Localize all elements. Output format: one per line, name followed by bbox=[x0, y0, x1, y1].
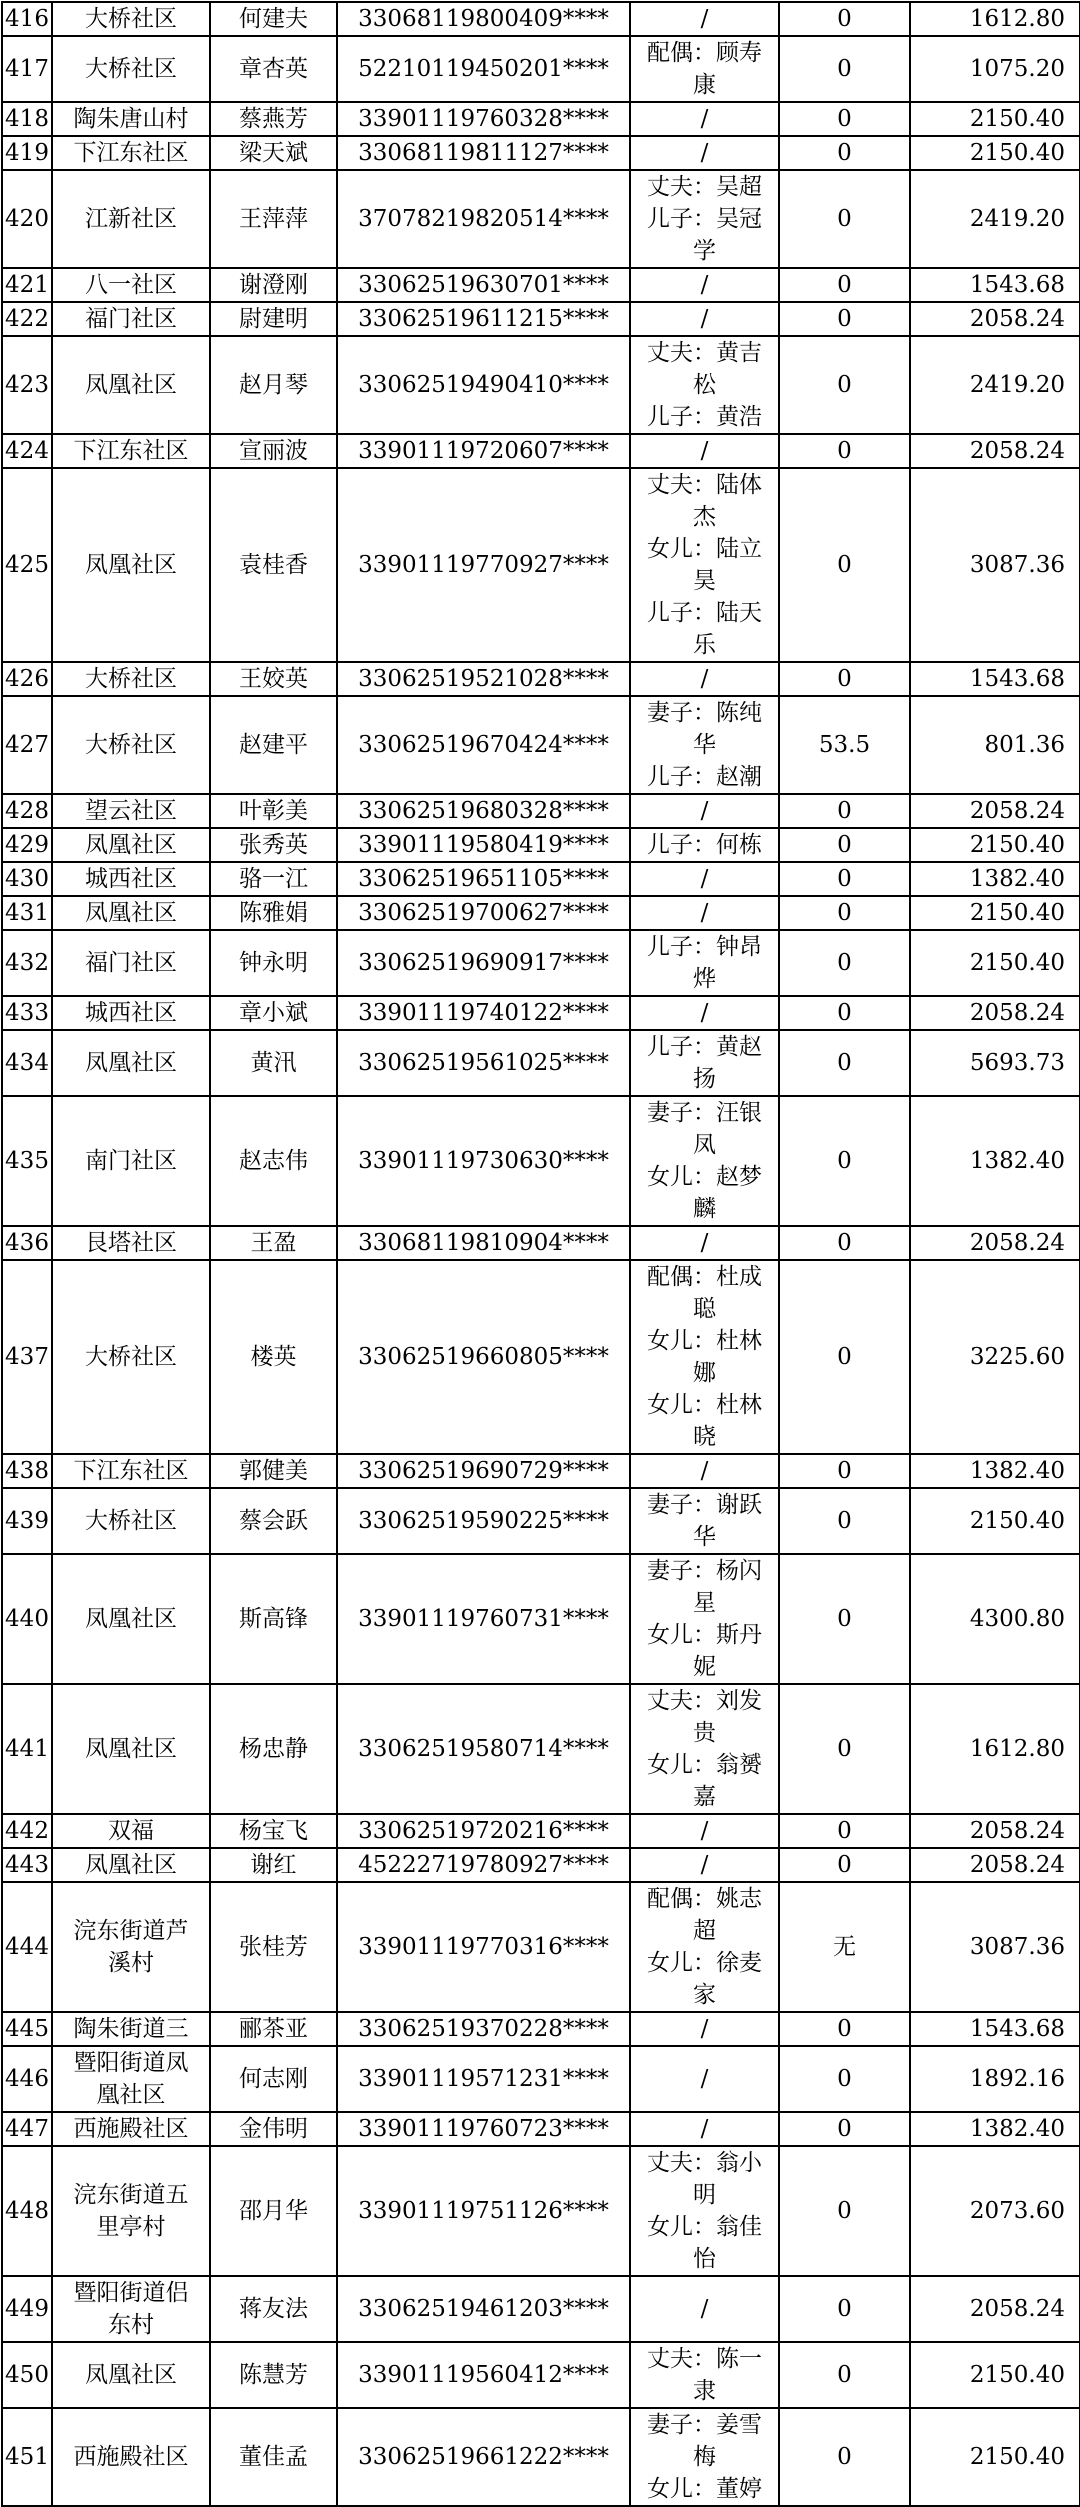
table-row bbox=[2, 1882, 1080, 2012]
amount-cell: 2150.40 bbox=[910, 2342, 1080, 2408]
family-members-cell: 丈夫：翁小明 女儿：翁佳怡 bbox=[630, 2146, 779, 2276]
family-members-cell: / bbox=[630, 1226, 779, 1260]
beneficiary-table bbox=[1, 1, 1080, 2507]
area-cell: 无 bbox=[779, 1882, 910, 2012]
row-number: 416 bbox=[2, 2, 52, 36]
id-number-cell: 33062519580714**** bbox=[337, 1684, 630, 1814]
family-members-cell: 妻子：汪银凤 女儿：赵梦麟 bbox=[630, 1096, 779, 1226]
amount-cell: 2150.40 bbox=[910, 828, 1080, 862]
amount-cell: 3087.36 bbox=[910, 1882, 1080, 2012]
table-row bbox=[2, 1226, 1080, 1260]
community-cell: 凤凰社区 bbox=[52, 2342, 210, 2408]
row-number: 423 bbox=[2, 336, 52, 434]
community-cell: 凤凰社区 bbox=[52, 468, 210, 662]
community-cell: 下江东社区 bbox=[52, 1454, 210, 1488]
community-cell: 八一社区 bbox=[52, 268, 210, 302]
id-number-cell: 33901119740122**** bbox=[337, 996, 630, 1030]
community-cell: 西施殿社区 bbox=[52, 2112, 210, 2146]
community-cell: 大桥社区 bbox=[52, 1260, 210, 1454]
table-row bbox=[2, 930, 1080, 996]
name-cell: 陈雅娟 bbox=[210, 896, 337, 930]
family-members-cell: / bbox=[630, 996, 779, 1030]
id-number-cell: 33901119560412**** bbox=[337, 2342, 630, 2408]
family-members-cell: 配偶：杜成聪 女儿：杜林娜 女儿：杜林晓 bbox=[630, 1260, 779, 1454]
table-row bbox=[2, 696, 1080, 794]
name-cell: 郭健美 bbox=[210, 1454, 337, 1488]
id-number-cell: 33062519700627**** bbox=[337, 896, 630, 930]
family-members-cell: / bbox=[630, 1848, 779, 1882]
area-cell: 0 bbox=[779, 1226, 910, 1260]
community-cell: 大桥社区 bbox=[52, 696, 210, 794]
id-number-cell: 33062519670424**** bbox=[337, 696, 630, 794]
amount-cell: 1382.40 bbox=[910, 2112, 1080, 2146]
name-cell: 宣丽波 bbox=[210, 434, 337, 468]
id-number-cell: 45222719780927**** bbox=[337, 1848, 630, 1882]
area-cell: 0 bbox=[779, 2408, 910, 2506]
id-number-cell: 33062519660805**** bbox=[337, 1260, 630, 1454]
amount-cell: 2058.24 bbox=[910, 1226, 1080, 1260]
id-number-cell: 37078219820514**** bbox=[337, 170, 630, 268]
id-number-cell: 33062519370228**** bbox=[337, 2012, 630, 2046]
table-row bbox=[2, 2146, 1080, 2276]
id-number-cell: 52210119450201**** bbox=[337, 36, 630, 102]
community-cell: 陶朱唐山村 bbox=[52, 102, 210, 136]
row-number: 446 bbox=[2, 2046, 52, 2112]
id-number-cell: 33901119760328**** bbox=[337, 102, 630, 136]
row-number: 450 bbox=[2, 2342, 52, 2408]
amount-cell: 1075.20 bbox=[910, 36, 1080, 102]
family-members-cell: 妻子：陈纯华 儿子：赵潮 bbox=[630, 696, 779, 794]
community-cell: 凤凰社区 bbox=[52, 828, 210, 862]
row-number: 426 bbox=[2, 662, 52, 696]
area-cell: 0 bbox=[779, 996, 910, 1030]
family-members-cell: 丈夫：黄吉松 儿子：黄浩 bbox=[630, 336, 779, 434]
row-number: 434 bbox=[2, 1030, 52, 1096]
table-row bbox=[2, 2012, 1080, 2046]
amount-cell: 2150.40 bbox=[910, 930, 1080, 996]
community-cell: 大桥社区 bbox=[52, 1488, 210, 1554]
name-cell: 蔡燕芳 bbox=[210, 102, 337, 136]
table-row bbox=[2, 828, 1080, 862]
area-cell: 0 bbox=[779, 2046, 910, 2112]
row-number: 451 bbox=[2, 2408, 52, 2506]
row-number: 419 bbox=[2, 136, 52, 170]
name-cell: 金伟明 bbox=[210, 2112, 337, 2146]
table-row bbox=[2, 468, 1080, 662]
amount-cell: 3225.60 bbox=[910, 1260, 1080, 1454]
community-cell: 望云社区 bbox=[52, 794, 210, 828]
community-cell: 暨阳街道凤 凰社区 bbox=[52, 2046, 210, 2112]
amount-cell: 2058.24 bbox=[910, 1848, 1080, 1882]
area-cell: 0 bbox=[779, 2112, 910, 2146]
row-number: 442 bbox=[2, 1814, 52, 1848]
amount-cell: 5693.73 bbox=[910, 1030, 1080, 1096]
family-members-cell: 妻子：谢跃华 bbox=[630, 1488, 779, 1554]
row-number: 422 bbox=[2, 302, 52, 336]
family-members-cell: / bbox=[630, 662, 779, 696]
amount-cell: 2073.60 bbox=[910, 2146, 1080, 2276]
row-number: 429 bbox=[2, 828, 52, 862]
id-number-cell: 33062519680328**** bbox=[337, 794, 630, 828]
area-cell: 0 bbox=[779, 2, 910, 36]
area-cell: 0 bbox=[779, 1488, 910, 1554]
table-row bbox=[2, 1260, 1080, 1454]
family-members-cell: 配偶：姚志超 女儿：徐麦家 bbox=[630, 1882, 779, 2012]
community-cell: 双福 bbox=[52, 1814, 210, 1848]
amount-cell: 1382.40 bbox=[910, 862, 1080, 896]
amount-cell: 2150.40 bbox=[910, 896, 1080, 930]
name-cell: 何建夫 bbox=[210, 2, 337, 36]
area-cell: 0 bbox=[779, 1454, 910, 1488]
name-cell: 骆一江 bbox=[210, 862, 337, 896]
community-cell: 大桥社区 bbox=[52, 36, 210, 102]
family-members-cell: 丈夫：陆体杰 女儿：陆立昊 儿子：陆天乐 bbox=[630, 468, 779, 662]
area-cell: 0 bbox=[779, 794, 910, 828]
community-cell: 浣东街道五 里亭村 bbox=[52, 2146, 210, 2276]
amount-cell: 2150.40 bbox=[910, 1488, 1080, 1554]
community-cell: 城西社区 bbox=[52, 996, 210, 1030]
community-cell: 西施殿社区 bbox=[52, 2408, 210, 2506]
row-number: 438 bbox=[2, 1454, 52, 1488]
name-cell: 梁天斌 bbox=[210, 136, 337, 170]
id-number-cell: 33901119730630**** bbox=[337, 1096, 630, 1226]
amount-cell: 1543.68 bbox=[910, 2012, 1080, 2046]
area-cell: 0 bbox=[779, 170, 910, 268]
table-row bbox=[2, 102, 1080, 136]
table-row bbox=[2, 862, 1080, 896]
family-members-cell: / bbox=[630, 268, 779, 302]
id-number-cell: 33901119580419**** bbox=[337, 828, 630, 862]
table-row bbox=[2, 2046, 1080, 2112]
table-row bbox=[2, 2, 1080, 36]
row-number: 431 bbox=[2, 896, 52, 930]
family-members-cell: 丈夫：吴超 儿子：吴冠学 bbox=[630, 170, 779, 268]
family-members-cell: / bbox=[630, 302, 779, 336]
area-cell: 0 bbox=[779, 662, 910, 696]
family-members-cell: / bbox=[630, 862, 779, 896]
id-number-cell: 33062519461203**** bbox=[337, 2276, 630, 2342]
table-row bbox=[2, 336, 1080, 434]
amount-cell: 2058.24 bbox=[910, 996, 1080, 1030]
area-cell: 53.5 bbox=[779, 696, 910, 794]
family-members-cell: / bbox=[630, 2112, 779, 2146]
row-number: 445 bbox=[2, 2012, 52, 2046]
amount-cell: 2419.20 bbox=[910, 336, 1080, 434]
name-cell: 楼英 bbox=[210, 1260, 337, 1454]
family-members-cell: 儿子：黄赵扬 bbox=[630, 1030, 779, 1096]
area-cell: 0 bbox=[779, 36, 910, 102]
table-row bbox=[2, 1454, 1080, 1488]
amount-cell: 2419.20 bbox=[910, 170, 1080, 268]
table-row bbox=[2, 36, 1080, 102]
table-row bbox=[2, 434, 1080, 468]
table-row bbox=[2, 2112, 1080, 2146]
table-row bbox=[2, 1848, 1080, 1882]
table-row bbox=[2, 1814, 1080, 1848]
amount-cell: 2058.24 bbox=[910, 302, 1080, 336]
table-row bbox=[2, 896, 1080, 930]
community-cell: 福门社区 bbox=[52, 930, 210, 996]
family-members-cell: / bbox=[630, 136, 779, 170]
row-number: 420 bbox=[2, 170, 52, 268]
id-number-cell: 33062519611215**** bbox=[337, 302, 630, 336]
name-cell: 杨宝飞 bbox=[210, 1814, 337, 1848]
family-members-cell: 妻子：杨闪星 女儿：斯丹妮 bbox=[630, 1554, 779, 1684]
family-members-cell: 妻子：姜雪梅 女儿：董婷 bbox=[630, 2408, 779, 2506]
id-number-cell: 33901119571231**** bbox=[337, 2046, 630, 2112]
id-number-cell: 33068119800409**** bbox=[337, 2, 630, 36]
area-cell: 0 bbox=[779, 1030, 910, 1096]
community-cell: 凤凰社区 bbox=[52, 1030, 210, 1096]
table-row bbox=[2, 2342, 1080, 2408]
amount-cell: 1382.40 bbox=[910, 1096, 1080, 1226]
community-cell: 福门社区 bbox=[52, 302, 210, 336]
area-cell: 0 bbox=[779, 268, 910, 302]
row-number: 441 bbox=[2, 1684, 52, 1814]
name-cell: 陈慧芳 bbox=[210, 2342, 337, 2408]
amount-cell: 1892.16 bbox=[910, 2046, 1080, 2112]
amount-cell: 4300.80 bbox=[910, 1554, 1080, 1684]
table-row bbox=[2, 1554, 1080, 1684]
row-number: 418 bbox=[2, 102, 52, 136]
name-cell: 蒋友法 bbox=[210, 2276, 337, 2342]
table-row bbox=[2, 1096, 1080, 1226]
area-cell: 0 bbox=[779, 828, 910, 862]
area-cell: 0 bbox=[779, 2276, 910, 2342]
area-cell: 0 bbox=[779, 434, 910, 468]
community-cell: 江新社区 bbox=[52, 170, 210, 268]
amount-cell: 2058.24 bbox=[910, 2276, 1080, 2342]
id-number-cell: 33062519561025**** bbox=[337, 1030, 630, 1096]
id-number-cell: 33901119760731**** bbox=[337, 1554, 630, 1684]
id-number-cell: 33062519651105**** bbox=[337, 862, 630, 896]
community-cell: 大桥社区 bbox=[52, 2, 210, 36]
name-cell: 赵志伟 bbox=[210, 1096, 337, 1226]
row-number: 428 bbox=[2, 794, 52, 828]
name-cell: 赵建平 bbox=[210, 696, 337, 794]
name-cell: 蔡会跃 bbox=[210, 1488, 337, 1554]
id-number-cell: 33901119751126**** bbox=[337, 2146, 630, 2276]
id-number-cell: 33901119770927**** bbox=[337, 468, 630, 662]
table-row bbox=[2, 268, 1080, 302]
community-cell: 浣东街道芦 溪村 bbox=[52, 1882, 210, 2012]
table-row bbox=[2, 1488, 1080, 1554]
name-cell: 钟永明 bbox=[210, 930, 337, 996]
area-cell: 0 bbox=[779, 468, 910, 662]
amount-cell: 2150.40 bbox=[910, 136, 1080, 170]
family-members-cell: 配偶：顾寿康 bbox=[630, 36, 779, 102]
row-number: 440 bbox=[2, 1554, 52, 1684]
amount-cell: 1612.80 bbox=[910, 2, 1080, 36]
area-cell: 0 bbox=[779, 1260, 910, 1454]
row-number: 439 bbox=[2, 1488, 52, 1554]
id-number-cell: 33068119811127**** bbox=[337, 136, 630, 170]
name-cell: 王萍萍 bbox=[210, 170, 337, 268]
row-number: 430 bbox=[2, 862, 52, 896]
row-number: 448 bbox=[2, 2146, 52, 2276]
row-number: 433 bbox=[2, 996, 52, 1030]
id-number-cell: 33901119720607**** bbox=[337, 434, 630, 468]
area-cell: 0 bbox=[779, 930, 910, 996]
area-cell: 0 bbox=[779, 302, 910, 336]
row-number: 447 bbox=[2, 2112, 52, 2146]
table-row bbox=[2, 170, 1080, 268]
name-cell: 尉建明 bbox=[210, 302, 337, 336]
name-cell: 郦茶亚 bbox=[210, 2012, 337, 2046]
name-cell: 叶彰美 bbox=[210, 794, 337, 828]
community-cell: 凤凰社区 bbox=[52, 896, 210, 930]
row-number: 417 bbox=[2, 36, 52, 102]
community-cell: 大桥社区 bbox=[52, 662, 210, 696]
row-number: 425 bbox=[2, 468, 52, 662]
family-members-cell: / bbox=[630, 2276, 779, 2342]
name-cell: 章小斌 bbox=[210, 996, 337, 1030]
row-number: 444 bbox=[2, 1882, 52, 2012]
table-row bbox=[2, 2408, 1080, 2506]
name-cell: 黄汛 bbox=[210, 1030, 337, 1096]
id-number-cell: 33062519720216**** bbox=[337, 1814, 630, 1848]
community-cell: 凤凰社区 bbox=[52, 336, 210, 434]
family-members-cell: / bbox=[630, 2012, 779, 2046]
id-number-cell: 33901119760723**** bbox=[337, 2112, 630, 2146]
area-cell: 0 bbox=[779, 2146, 910, 2276]
family-members-cell: / bbox=[630, 1454, 779, 1488]
area-cell: 0 bbox=[779, 1848, 910, 1882]
family-members-cell: / bbox=[630, 896, 779, 930]
id-number-cell: 33068119810904**** bbox=[337, 1226, 630, 1260]
area-cell: 0 bbox=[779, 862, 910, 896]
community-cell: 下江东社区 bbox=[52, 136, 210, 170]
name-cell: 张桂芳 bbox=[210, 1882, 337, 2012]
name-cell: 赵月琴 bbox=[210, 336, 337, 434]
name-cell: 谢澄刚 bbox=[210, 268, 337, 302]
id-number-cell: 33901119770316**** bbox=[337, 1882, 630, 2012]
amount-cell: 2058.24 bbox=[910, 434, 1080, 468]
family-members-cell: 丈夫：刘发贵 女儿：翁赟嘉 bbox=[630, 1684, 779, 1814]
row-number: 424 bbox=[2, 434, 52, 468]
amount-cell: 2150.40 bbox=[910, 2408, 1080, 2506]
area-cell: 0 bbox=[779, 896, 910, 930]
id-number-cell: 33062519690917**** bbox=[337, 930, 630, 996]
row-number: 436 bbox=[2, 1226, 52, 1260]
row-number: 449 bbox=[2, 2276, 52, 2342]
table-row bbox=[2, 996, 1080, 1030]
area-cell: 0 bbox=[779, 1096, 910, 1226]
area-cell: 0 bbox=[779, 2012, 910, 2046]
community-cell: 凤凰社区 bbox=[52, 1554, 210, 1684]
area-cell: 0 bbox=[779, 2342, 910, 2408]
row-number: 437 bbox=[2, 1260, 52, 1454]
community-cell: 陶朱街道三 bbox=[52, 2012, 210, 2046]
community-cell: 凤凰社区 bbox=[52, 1848, 210, 1882]
family-members-cell: / bbox=[630, 2046, 779, 2112]
community-cell: 南门社区 bbox=[52, 1096, 210, 1226]
id-number-cell: 33062519490410**** bbox=[337, 336, 630, 434]
community-cell: 下江东社区 bbox=[52, 434, 210, 468]
name-cell: 何志刚 bbox=[210, 2046, 337, 2112]
id-number-cell: 33062519590225**** bbox=[337, 1488, 630, 1554]
family-members-cell: / bbox=[630, 794, 779, 828]
amount-cell: 1543.68 bbox=[910, 662, 1080, 696]
family-members-cell: 丈夫：陈一隶 bbox=[630, 2342, 779, 2408]
community-cell: 暨阳街道侣 东村 bbox=[52, 2276, 210, 2342]
amount-cell: 1612.80 bbox=[910, 1684, 1080, 1814]
family-members-cell: / bbox=[630, 434, 779, 468]
row-number: 443 bbox=[2, 1848, 52, 1882]
table-row bbox=[2, 662, 1080, 696]
amount-cell: 2058.24 bbox=[910, 794, 1080, 828]
amount-cell: 801.36 bbox=[910, 696, 1080, 794]
row-number: 435 bbox=[2, 1096, 52, 1226]
name-cell: 杨忠静 bbox=[210, 1684, 337, 1814]
family-members-cell: / bbox=[630, 102, 779, 136]
family-members-cell: / bbox=[630, 2, 779, 36]
amount-cell: 3087.36 bbox=[910, 468, 1080, 662]
community-cell: 凤凰社区 bbox=[52, 1684, 210, 1814]
area-cell: 0 bbox=[779, 1684, 910, 1814]
amount-cell: 2150.40 bbox=[910, 102, 1080, 136]
id-number-cell: 33062519630701**** bbox=[337, 268, 630, 302]
id-number-cell: 33062519690729**** bbox=[337, 1454, 630, 1488]
row-number: 432 bbox=[2, 930, 52, 996]
family-members-cell: 儿子：何栋 bbox=[630, 828, 779, 862]
amount-cell: 2058.24 bbox=[910, 1814, 1080, 1848]
name-cell: 王盈 bbox=[210, 1226, 337, 1260]
table-body bbox=[2, 2, 1080, 2506]
table-row bbox=[2, 1030, 1080, 1096]
table-row bbox=[2, 794, 1080, 828]
community-cell: 艮塔社区 bbox=[52, 1226, 210, 1260]
area-cell: 0 bbox=[779, 1554, 910, 1684]
name-cell: 谢红 bbox=[210, 1848, 337, 1882]
area-cell: 0 bbox=[779, 1814, 910, 1848]
id-number-cell: 33062519521028**** bbox=[337, 662, 630, 696]
amount-cell: 1543.68 bbox=[910, 268, 1080, 302]
table-row bbox=[2, 1684, 1080, 1814]
area-cell: 0 bbox=[779, 136, 910, 170]
family-members-cell: / bbox=[630, 1814, 779, 1848]
row-number: 421 bbox=[2, 268, 52, 302]
table-row bbox=[2, 136, 1080, 170]
amount-cell: 1382.40 bbox=[910, 1454, 1080, 1488]
family-members-cell: 儿子：钟昂烨 bbox=[630, 930, 779, 996]
table-row bbox=[2, 2276, 1080, 2342]
table-row bbox=[2, 302, 1080, 336]
name-cell: 邵月华 bbox=[210, 2146, 337, 2276]
area-cell: 0 bbox=[779, 102, 910, 136]
name-cell: 章杏英 bbox=[210, 36, 337, 102]
name-cell: 张秀英 bbox=[210, 828, 337, 862]
name-cell: 斯高锋 bbox=[210, 1554, 337, 1684]
row-number: 427 bbox=[2, 696, 52, 794]
community-cell: 城西社区 bbox=[52, 862, 210, 896]
name-cell: 王姣英 bbox=[210, 662, 337, 696]
area-cell: 0 bbox=[779, 336, 910, 434]
name-cell: 董佳孟 bbox=[210, 2408, 337, 2506]
id-number-cell: 33062519661222**** bbox=[337, 2408, 630, 2506]
name-cell: 袁桂香 bbox=[210, 468, 337, 662]
